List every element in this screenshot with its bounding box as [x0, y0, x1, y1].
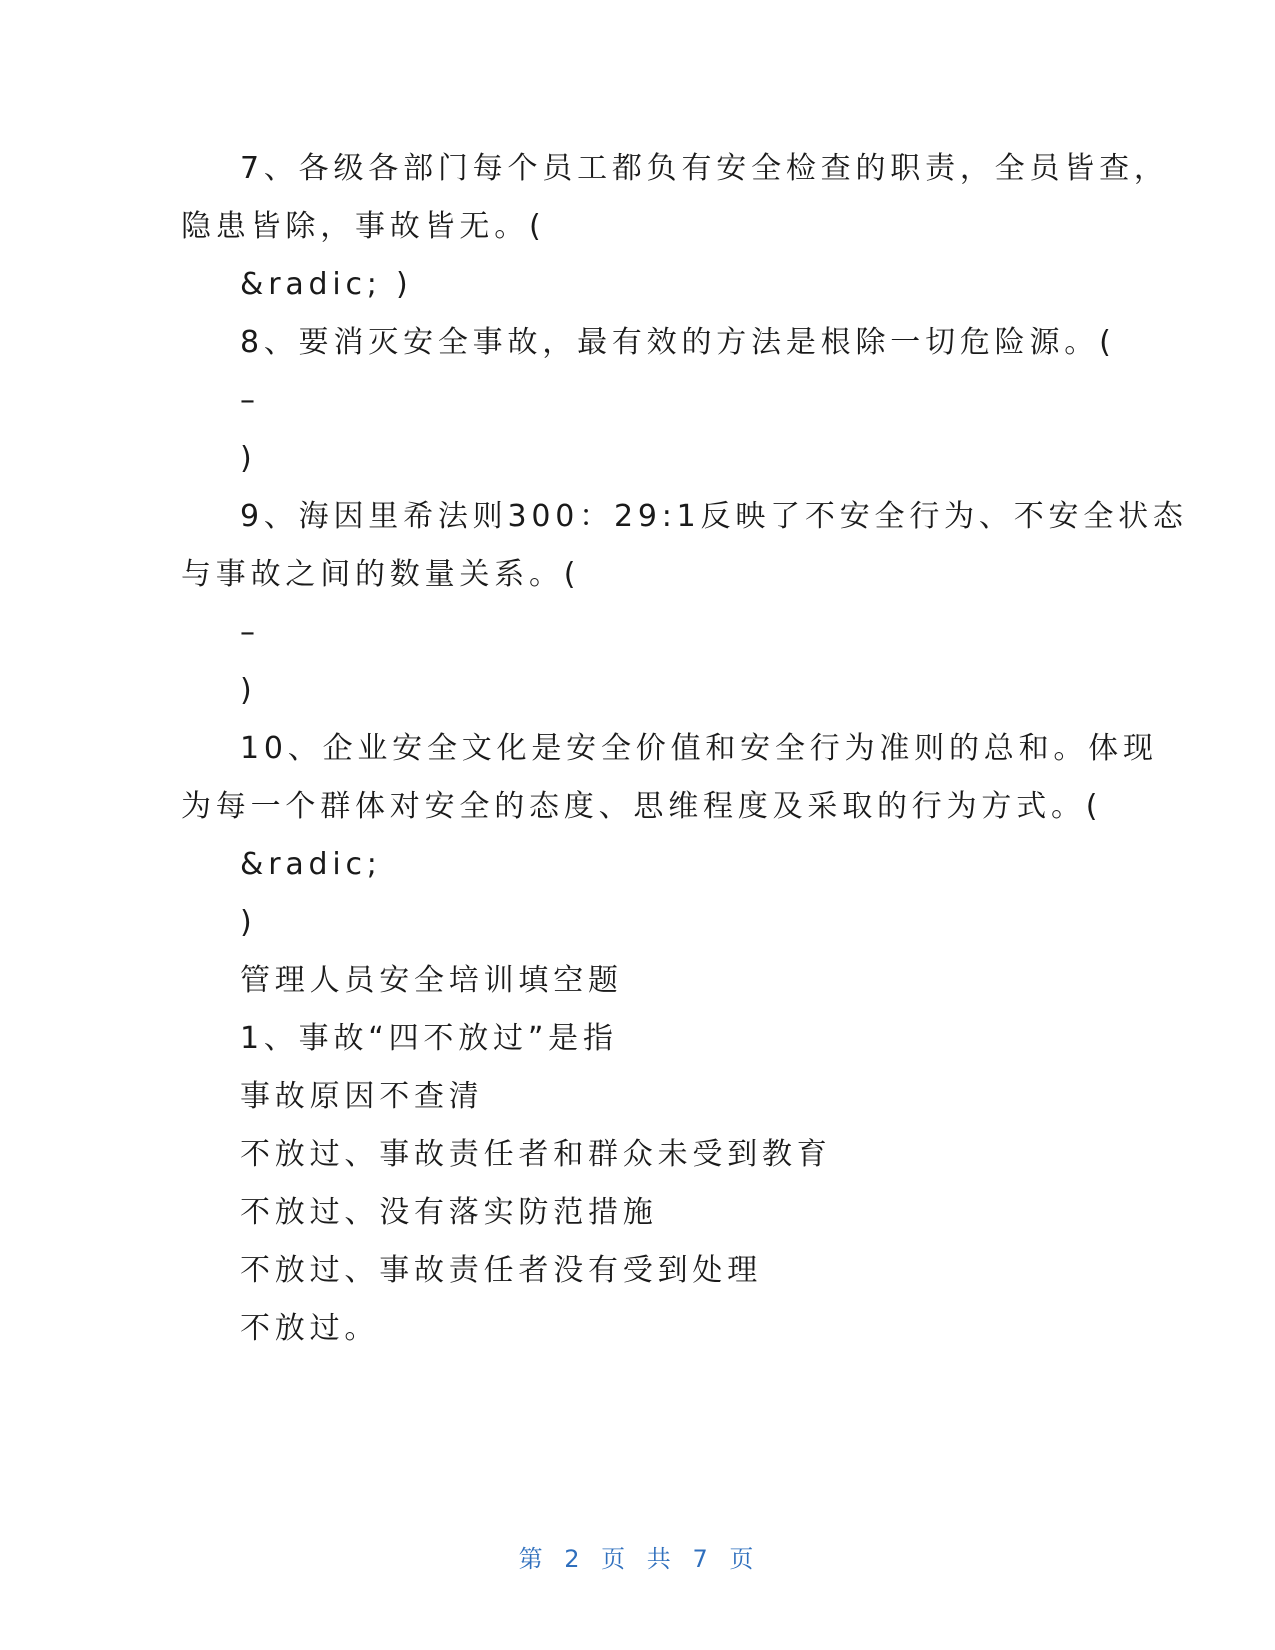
text-line: ): [240, 441, 257, 476]
text-line: 10、企业安全文化是安全价值和安全行为准则的总和。体现: [240, 731, 1158, 766]
text-line: 事故原因不查清: [240, 1079, 484, 1114]
text-line: ): [240, 673, 257, 708]
text-line: 与事故之间的数量关系。(: [181, 557, 581, 592]
text-line: &radic;: [240, 847, 382, 882]
text-line: 不放过。: [240, 1311, 380, 1346]
text-line: 管理人员安全培训填空题: [240, 963, 623, 998]
text-line: 不放过、事故责任者没有受到处理: [240, 1253, 762, 1288]
text-line: 为每一个群体对安全的态度、思维程度及采取的行为方式。(: [181, 789, 1103, 824]
text-line: –: [240, 615, 260, 650]
text-line: 不放过、没有落实防范措施: [240, 1195, 658, 1230]
text-line: 不放过、事故责任者和群众未受到教育: [240, 1137, 832, 1172]
text-line: &radic; ): [240, 267, 413, 302]
text-line: ): [240, 905, 257, 940]
page-footer: 第 2 页 共 7 页: [518, 1545, 757, 1573]
text-line: 1、事故“四不放过”是指: [240, 1021, 618, 1056]
text-line: 8、要消灭安全事故，最有效的方法是根除一切危险源。(: [240, 325, 1116, 360]
document-body: [181, 140, 1188, 1358]
text-line: 隐患皆除，事故皆无。(: [181, 209, 546, 244]
text-line: –: [240, 383, 260, 418]
text-line: 7、各级各部门每个员工都负有安全检查的职责，全员皆查，: [240, 151, 1169, 186]
text-line: 9、海因里希法则300：29:1反映了不安全行为、不安全状态: [240, 499, 1188, 534]
